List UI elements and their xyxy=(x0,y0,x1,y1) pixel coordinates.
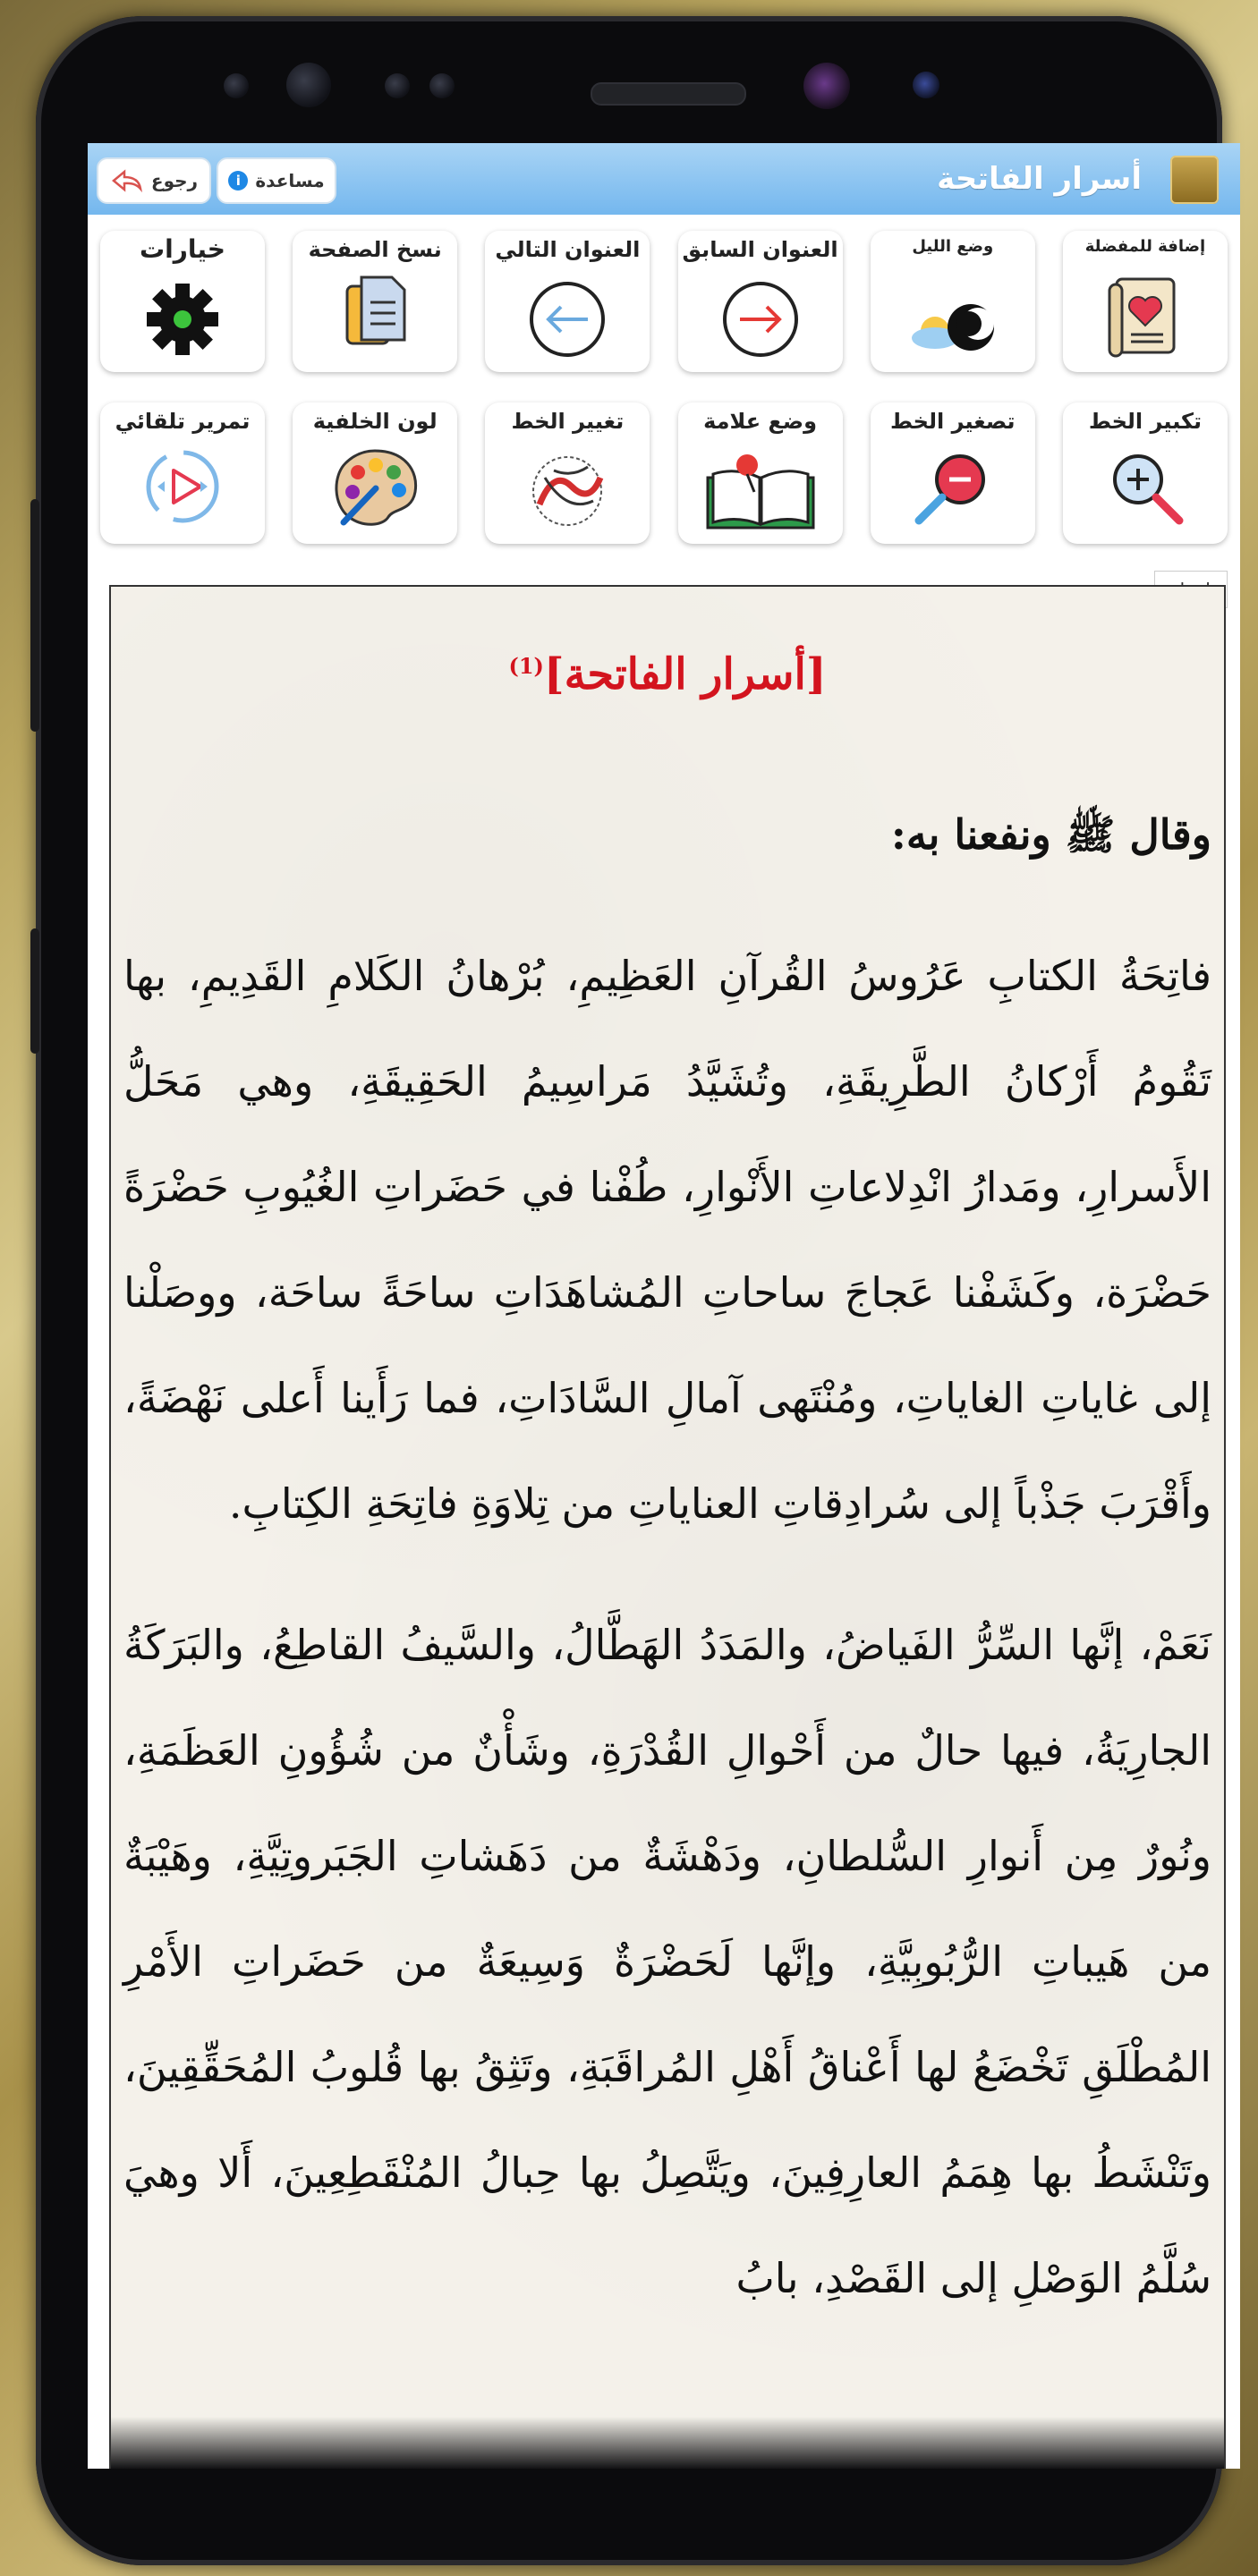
zoom-out-icon xyxy=(908,442,998,531)
arrow-right-icon xyxy=(720,279,801,360)
back-label: رجوع xyxy=(150,170,199,191)
tile-label: خيارات xyxy=(140,234,225,264)
tile-label: تمرير تلقائي xyxy=(115,409,251,434)
previous-title-button[interactable] xyxy=(678,231,843,372)
night-mode-icon xyxy=(899,297,1007,360)
sensor-icon xyxy=(224,73,249,98)
background-color-button[interactable] xyxy=(293,402,457,544)
gear-icon xyxy=(142,279,223,360)
sensor-icon xyxy=(385,73,410,98)
page-body xyxy=(123,782,1211,2367)
paragraph-2: نَعَمْ، إنَّها السِّرُّ الفَياضُ، والمَدَدُ الهَطَّالُ، والسَّيفُ القاطِعُ، والبَرَكَةُ الجارِيَةُ، فيها حالٌ من أَحْوالِ القُدْرَةِ، وشَأْنٌ من شُؤُونِ العَظَمَةِ، ونُورٌ مِن أَنوارِ السُّلطانِ، ودَهْشَةٌ من دَهَشاتِ الجَبَروتِيَّةِ، وهَيْبَةٌ من هَيباتِ الرُّبُوبِيَّةِ، وإنَّها لَحَضْرَةٌ وَسِيعَةٌ من حَضَراتِ الأَمْرِ المُطْلَقِ تَخْضَعُ لها أَعْناقُ أَهْلِ المُراقَبَةِ، وتَثِقُ بها قُلوبُ المُحَقِّقِينَ، وتَنْشَطُ بها هِمَمُ العارِفِينَ، ويَتَّصِلُ بها حِبالُ المُنْقَطِعِينَ، أَلا وهيَ سُلَّمُ الوَصْلِ إلى القَصْدِ، بابُ xyxy=(123,1621,1211,2302)
tile-label: تكبير الخط xyxy=(1088,409,1202,434)
next-title-button[interactable] xyxy=(485,231,650,372)
tile-label: نسخ الصفحة xyxy=(308,237,442,262)
tile-label: العنوان السابق xyxy=(682,237,838,262)
arrow-left-icon xyxy=(527,279,608,360)
side-button xyxy=(30,928,39,1054)
book-page xyxy=(109,585,1226,2469)
back-arrow-icon xyxy=(110,169,144,192)
book-logo-icon xyxy=(1170,156,1219,204)
book-pin-icon xyxy=(702,451,819,531)
footnote-ref[interactable]: (1) xyxy=(508,653,544,679)
options-button[interactable] xyxy=(100,231,265,372)
tile-label: وضع علامة xyxy=(703,409,817,434)
phone-frame xyxy=(36,16,1222,2565)
lead-line: وقال ﷺ ونفعنا به: xyxy=(890,810,1211,859)
tile-label: العنوان التالي xyxy=(495,237,641,262)
sensor-icon xyxy=(913,72,939,98)
back-button[interactable] xyxy=(97,157,211,204)
tile-label: لون الخلفية xyxy=(312,409,438,434)
info-icon: i xyxy=(228,171,248,191)
page-bottom-fade xyxy=(111,2417,1224,2469)
tile-label: تصغير الخط xyxy=(889,409,1016,434)
autoscroll-icon xyxy=(138,442,227,531)
help-label: مساعدة xyxy=(255,170,325,191)
copy-page-icon xyxy=(335,270,415,360)
volume-button xyxy=(30,499,39,732)
zoom-in-icon xyxy=(1101,442,1190,531)
calligraphy-icon xyxy=(518,451,616,531)
sensor-icon xyxy=(429,73,455,98)
toolbar-row-2 xyxy=(100,402,1228,546)
palette-icon xyxy=(326,442,424,531)
copy-page-button[interactable] xyxy=(293,231,457,372)
top-bar xyxy=(88,143,1240,215)
toolbar-row-1 xyxy=(100,231,1228,374)
add-favorite-button[interactable] xyxy=(1063,231,1228,372)
paragraph-1: فاتِحَةُ الكتابِ عَرُوسُ القُرآنِ العَظِيمِ، بُرْهانُ الكَلامِ القَدِيمِ، بها تَقُومُ أَرْكانُ الطَّرِيقَةِ، وتُشَيَّدُ مَراسِيمُ الحَقِيقَةِ، وهي مَحَلُّ الأَسرارِ، ومَدارُ انْدِلاعاتِ الأَنْوارِ، طُفْنا في حَضَراتِ الغُيُوبِ حَضْرَةً حَضْرَة، وكَشَفْنا عَجاجَ ساحاتِ المُشاهَدَاتِ ساحَةً ساحَة، ووصَلْنا إلى غاياتِ الغاياتِ، ومُنْتَهى آمالِ السَّادَاتِ، فما رَأَينا أَعلى نَهْضَةً، وأَقْرَبَ جَذْباً إلى سُرادِقاتِ العناياتِ من تِلاوَةِ فاتِحَةِ الكِتابِ. xyxy=(123,952,1211,1528)
autoscroll-button[interactable] xyxy=(100,402,265,544)
bookmark-heart-icon xyxy=(1101,270,1190,360)
page-title-text: [أسرار الفاتحة] xyxy=(543,649,827,699)
bookmark-button[interactable] xyxy=(678,402,843,544)
front-camera-icon xyxy=(286,63,331,107)
tile-label: تغيير الخط xyxy=(511,409,625,434)
iris-scanner-icon xyxy=(803,63,850,109)
tile-label: إضافة للمفضلة xyxy=(1084,237,1206,256)
app-title: أسرار الفاتحة xyxy=(937,161,1142,197)
increase-font-button[interactable] xyxy=(1063,402,1228,544)
app-screen xyxy=(88,143,1240,2469)
help-button[interactable] xyxy=(217,157,336,204)
earpiece-speaker xyxy=(591,82,746,106)
change-font-button[interactable] xyxy=(485,402,650,544)
tile-label: وضع الليل xyxy=(912,237,994,256)
decrease-font-button[interactable] xyxy=(871,402,1035,544)
page-title xyxy=(111,649,1224,699)
night-mode-button[interactable] xyxy=(871,231,1035,372)
